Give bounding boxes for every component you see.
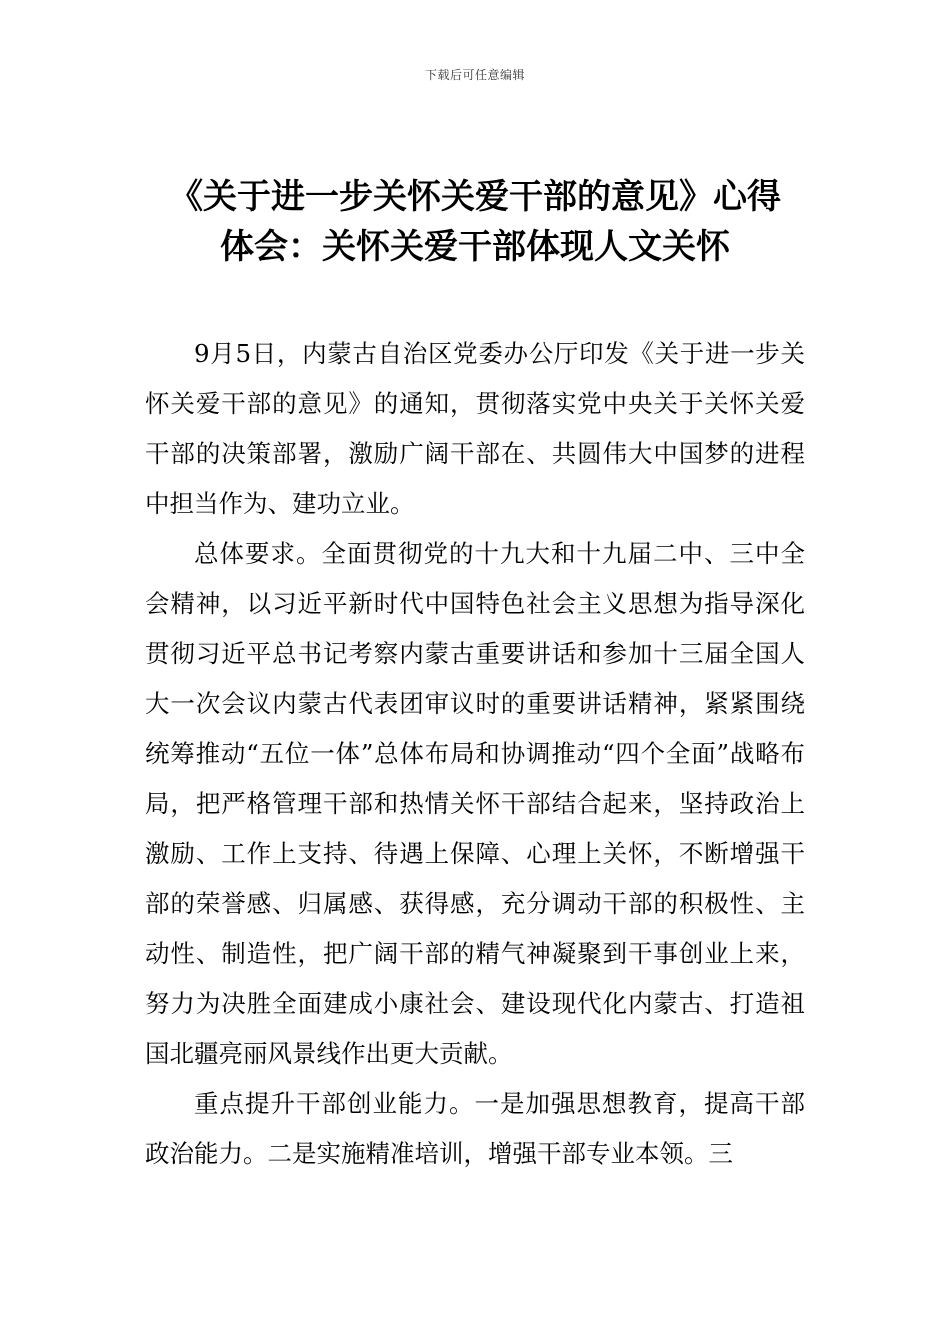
paragraph-key-capabilities: 重点提升干部创业能力。一是加强思想教育，提高干部政治能力。二是实施精准培训，增强干部专业本领。三 bbox=[145, 1089, 805, 1168]
title-line-2: 体会：关怀关爱干部体现人文关怀 bbox=[220, 227, 730, 267]
paragraph-intro: 9月5日，内蒙古自治区党委办公厅印发《关于进一步关怀关爱干部的意见》的通知，贯彻落实党中央关于关怀关爱干部的决策部署，激励广阔干部在、共圆伟大中国梦的进程中担当作为、建功立业。 bbox=[145, 339, 805, 518]
paragraph-overall-requirements: 总体要求。全面贯彻党的十九大和十九届二中、三中全会精神，以习近平新时代中国特色社会主义思想为指导深化贯彻习近平总书记考察内蒙古重要讲话和参加十三届全国人大一次会议内蒙古代表团审议时的重要讲话精神，紧紧围绕统筹推动“五位一体”总体布局和协调推动“四个全面”战略布局，把严格管理干部和热情关怀干部结合起来，坚持政治上激励、工作上支持、待遇上保障、心理上关怀，不断增强干部的荣誉感、归属感、获得感，充分调动干部的积极性、主动性、制造性，把广阔干部的精气神凝聚到干事创业上来，努力为决胜全面建成小康社会、建设现代化内蒙古、打造祖国北疆亮丽风景线作出更大贡献。 bbox=[145, 539, 805, 1068]
document-title bbox=[140, 172, 810, 272]
document-body bbox=[145, 329, 805, 1179]
page-header-note: 下载后可任意编辑 bbox=[424, 68, 525, 82]
title-line-1: 《关于进一步关怀关爱干部的意见》心得 bbox=[169, 177, 781, 217]
